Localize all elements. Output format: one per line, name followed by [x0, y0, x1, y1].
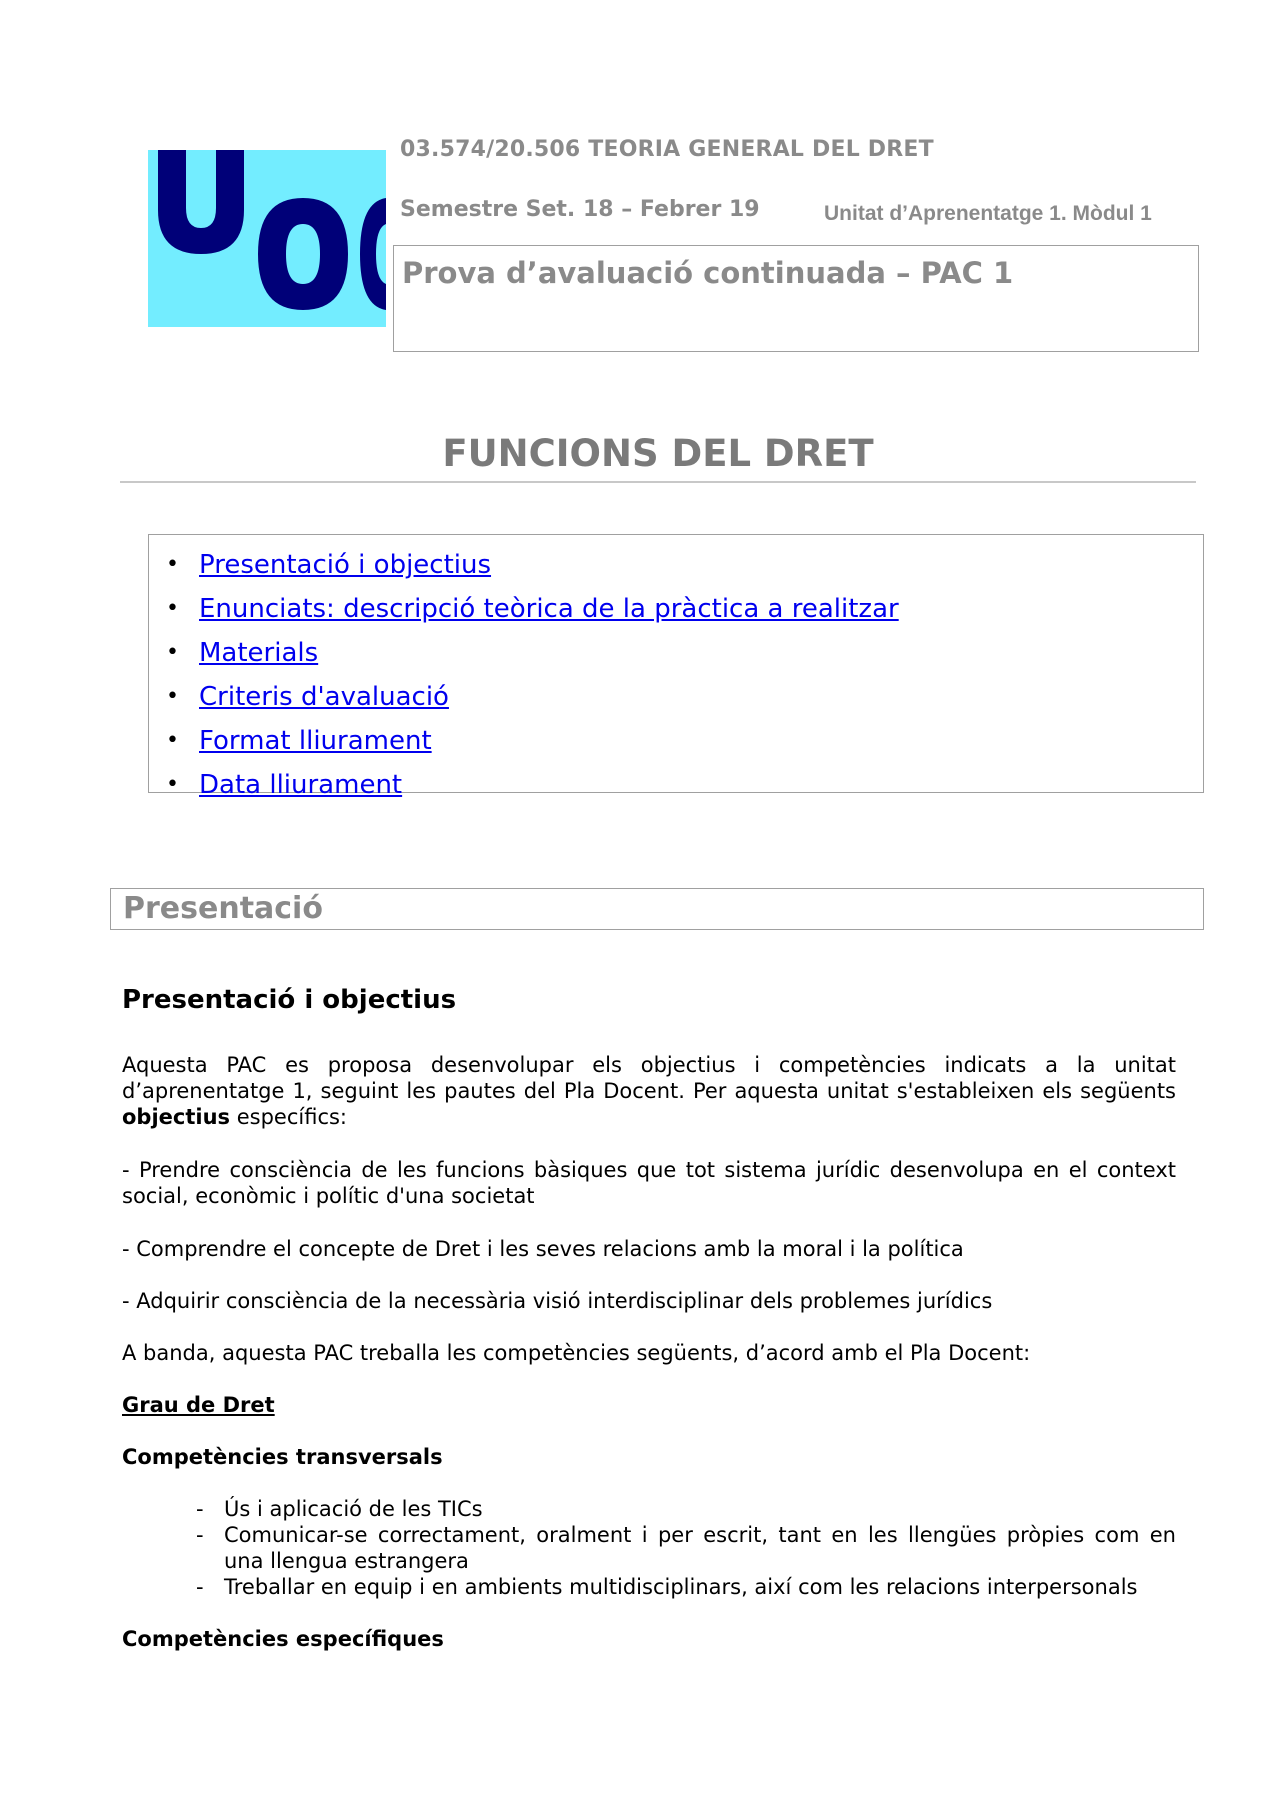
list-item-text: Ús i aplicació de les TICs: [224, 1497, 483, 1521]
bullet-icon: •: [166, 684, 179, 709]
toc-link-format[interactable]: Format lliurament: [199, 726, 432, 756]
toc-item: [149, 587, 1203, 631]
objective-2: [122, 1236, 1176, 1262]
toc-item: [149, 675, 1203, 719]
toc-link-data[interactable]: Data lliurament: [199, 770, 403, 800]
intro-line-1: Aquesta PAC es proposa desenvolupar els objectius i competències indicats a la unitat: [122, 1053, 1176, 1077]
intro-bold: objectius: [122, 1105, 231, 1129]
dash-icon: -: [196, 1575, 204, 1599]
toc-link-enunciats[interactable]: Enunciats: descripció teòrica de la pràctica a realitzar: [199, 594, 899, 624]
unit-label: Unitat d’Aprenentatge 1. Mòdul 1: [824, 202, 1152, 225]
pac-title-box: [393, 245, 1199, 352]
transversal-heading: [122, 1444, 1176, 1470]
toc-item: [149, 763, 1203, 807]
transversal-list: [196, 1496, 1176, 1600]
competences-intro-text: A banda, aquesta PAC treballa les competències següents, d’acord amb el Pla Docent:: [122, 1341, 1031, 1365]
dash-icon: -: [196, 1497, 204, 1521]
objective-3-text: - Adquirir consciència de la necessària visió interdisciplinar dels problemes jurídics: [122, 1289, 993, 1313]
uoc-logo: [148, 150, 386, 327]
intro-paragraph: [122, 1052, 1176, 1130]
list-item: [196, 1522, 1176, 1574]
toc-item: [149, 719, 1203, 763]
document-title: FUNCIONS DEL DRET: [442, 432, 874, 475]
uoc-logo-mark: [148, 150, 386, 327]
list-item-text: Treballar en equip i en ambients multidisciplinars, així com les relacions interpersonals: [224, 1575, 1138, 1599]
section-title: Presentació: [123, 891, 323, 926]
semester-label: Semestre Set. 18 – Febrer 19: [400, 197, 760, 222]
course-code: 03.574/20.506 TEORIA GENERAL DEL DRET: [400, 137, 934, 162]
toc-link-presentacio[interactable]: Presentació i objectius: [199, 550, 492, 580]
title-divider: [120, 481, 1196, 483]
bullet-icon: •: [166, 772, 179, 797]
toc-item: [149, 543, 1203, 587]
intro-line-3: [122, 1104, 1176, 1130]
bullet-icon: •: [166, 640, 179, 665]
list-item: [196, 1496, 1176, 1522]
list-item: [196, 1574, 1176, 1600]
table-of-contents: [148, 534, 1204, 800]
degree-heading: [122, 1392, 1176, 1418]
objective-1-line-1: - Prendre consciència de les funcions bàsiques que tot sistema jurídic desenvolupa en el context: [122, 1158, 1176, 1182]
competences-intro: [122, 1340, 1176, 1366]
toc-item: [149, 631, 1203, 675]
transversal-heading-text: Competències transversals: [122, 1445, 443, 1469]
objective-1: [122, 1157, 1176, 1209]
pac-title: Prova d’avaluació continuada – PAC 1: [402, 256, 1014, 290]
objective-1-line-2: social, econòmic i polític d'una societat: [122, 1184, 535, 1208]
toc-link-materials[interactable]: Materials: [199, 638, 319, 668]
bullet-icon: •: [166, 552, 179, 577]
intro-line-2: d’aprenentatge 1, seguint les pautes del Pla Docent. Per aquesta unitat s'estableixen els següents: [122, 1079, 1176, 1103]
list-item-text: Comunicar-se correctament, oralment i per escrit, tant en les llengües pròpies com en una llengua estrangera: [224, 1523, 1176, 1573]
section-header-box: [110, 888, 1204, 930]
intro-tail: específics:: [230, 1105, 348, 1129]
bullet-icon: •: [166, 596, 179, 621]
objective-2-text: - Comprendre el concepte de Dret i les seves relacions amb la moral i la política: [122, 1237, 964, 1261]
objective-3: [122, 1288, 1176, 1314]
bullet-icon: •: [166, 728, 179, 753]
presentation-heading: Presentació i objectius: [122, 985, 457, 1015]
specific-heading-text: Competències específiques: [122, 1627, 444, 1651]
specific-heading: [122, 1626, 1176, 1652]
degree-heading-text: Grau de Dret: [122, 1393, 275, 1417]
dash-icon: -: [196, 1523, 204, 1547]
toc-link-criteris[interactable]: Criteris d'avaluació: [199, 682, 449, 712]
